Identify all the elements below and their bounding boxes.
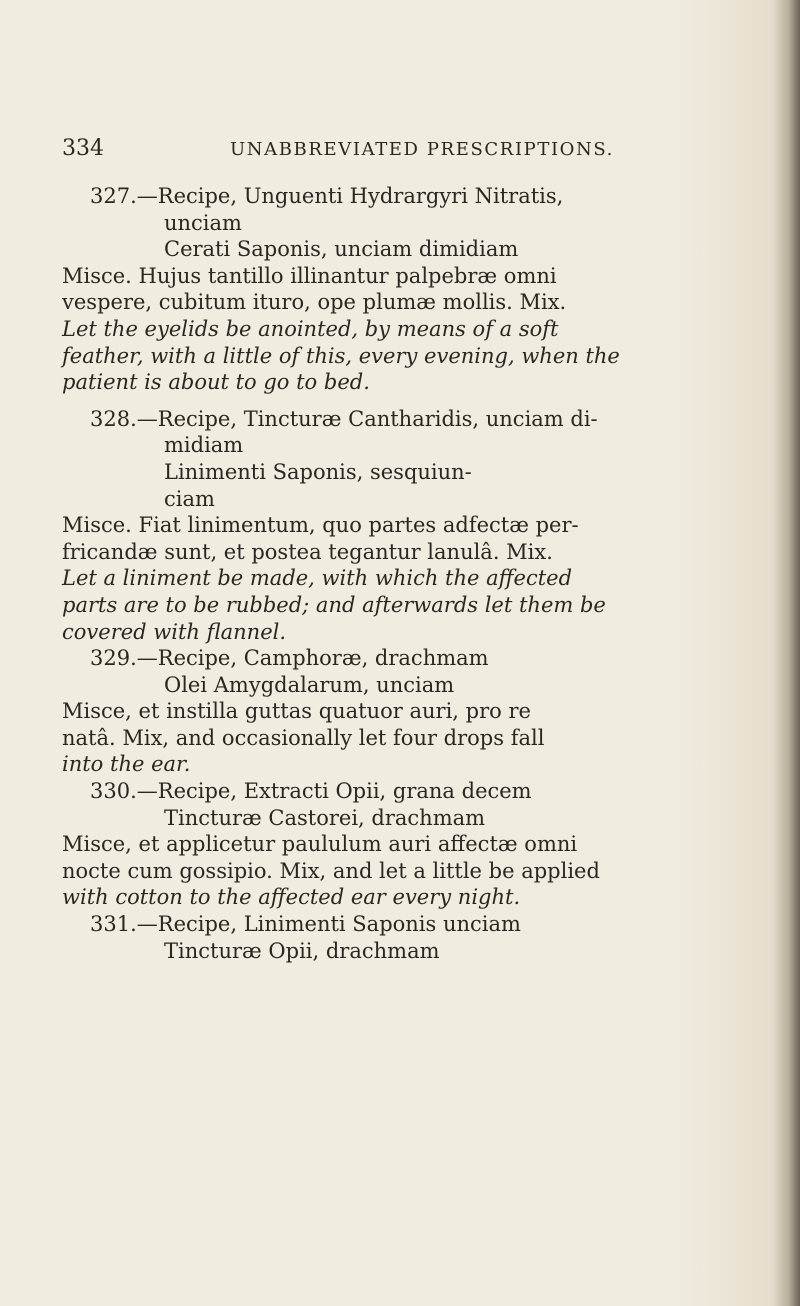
text-line: ciam: [164, 486, 215, 511]
text-line: nocte cum gossipio. Mix, and let a little be applied: [62, 858, 600, 883]
translation-text: into the ear.: [62, 752, 191, 777]
text-line: 329.—Recipe, Camphoræ, drachmam: [90, 646, 489, 671]
text-line: Misce, et applicetur paululum auri affectæ omni: [62, 832, 578, 857]
text-line: [62, 369, 766, 396]
text-line: 331.—Recipe, Linimenti Saponis unciam: [90, 912, 521, 937]
text-line: [62, 619, 766, 646]
translation-text: Let a liniment be made, with which the affected: [62, 566, 573, 591]
text-line: [62, 316, 766, 343]
text-line: [62, 343, 766, 370]
translation-text: feather, with a little of this, every evening, when the: [62, 343, 620, 368]
translation-text: patient is about to go to bed.: [62, 370, 370, 395]
page-number: 334: [62, 136, 104, 161]
text-line: 330.—Recipe, Extracti Opii, grana decem: [90, 779, 532, 804]
translation-text: with cotton to the affected ear every night.: [62, 885, 521, 910]
text-line: Linimenti Saponis, sesquiun-: [164, 459, 472, 484]
text-line: Cerati Saponis, unciam dimidiam: [164, 237, 519, 262]
text-line: [62, 884, 766, 911]
text-line: 328.—Recipe, Tincturæ Cantharidis, unciam di-: [90, 406, 598, 431]
page-edge-shadow: [774, 0, 800, 1306]
text-line: Misce. Hujus tantillo illinantur palpebræ omni: [62, 263, 557, 288]
text-line: Tincturæ Castorei, drachmam: [164, 805, 486, 830]
text-line: fricandæ sunt, et postea tegantur lanulâ. Mix.: [62, 539, 553, 564]
running-head: UNABBREVIATED PRESCRIPTIONS.: [230, 139, 615, 160]
text-line: Misce. Fiat linimentum, quo partes adfectæ per-: [62, 513, 579, 538]
text-line: 327.—Recipe, Unguenti Hydrargyri Nitratis,: [90, 184, 564, 208]
translation-text: Let the eyelids be anointed, by means of a soft: [62, 316, 559, 341]
text-line: Tincturæ Opii, drachmam: [164, 938, 440, 963]
text-line: Misce, et instilla guttas quatuor auri, pro re: [62, 699, 531, 724]
text-line: [62, 565, 766, 592]
text-line: vespere, cubitum ituro, ope plumæ mollis. Mix.: [62, 290, 567, 315]
text-line: Olei Amygdalarum, unciam: [164, 672, 455, 697]
text-line: [62, 751, 766, 778]
text-line: midiam: [164, 433, 244, 458]
page-header: [62, 136, 742, 166]
text-line: natâ. Mix, and occasionally let four drops fall: [62, 725, 545, 750]
text-line: [62, 592, 766, 619]
page-body: [62, 183, 766, 964]
translation-text: covered with flannel.: [62, 619, 287, 644]
text-line: unciam: [164, 210, 242, 235]
translation-text: parts are to be rubbed; and afterwards let them be: [62, 592, 606, 617]
